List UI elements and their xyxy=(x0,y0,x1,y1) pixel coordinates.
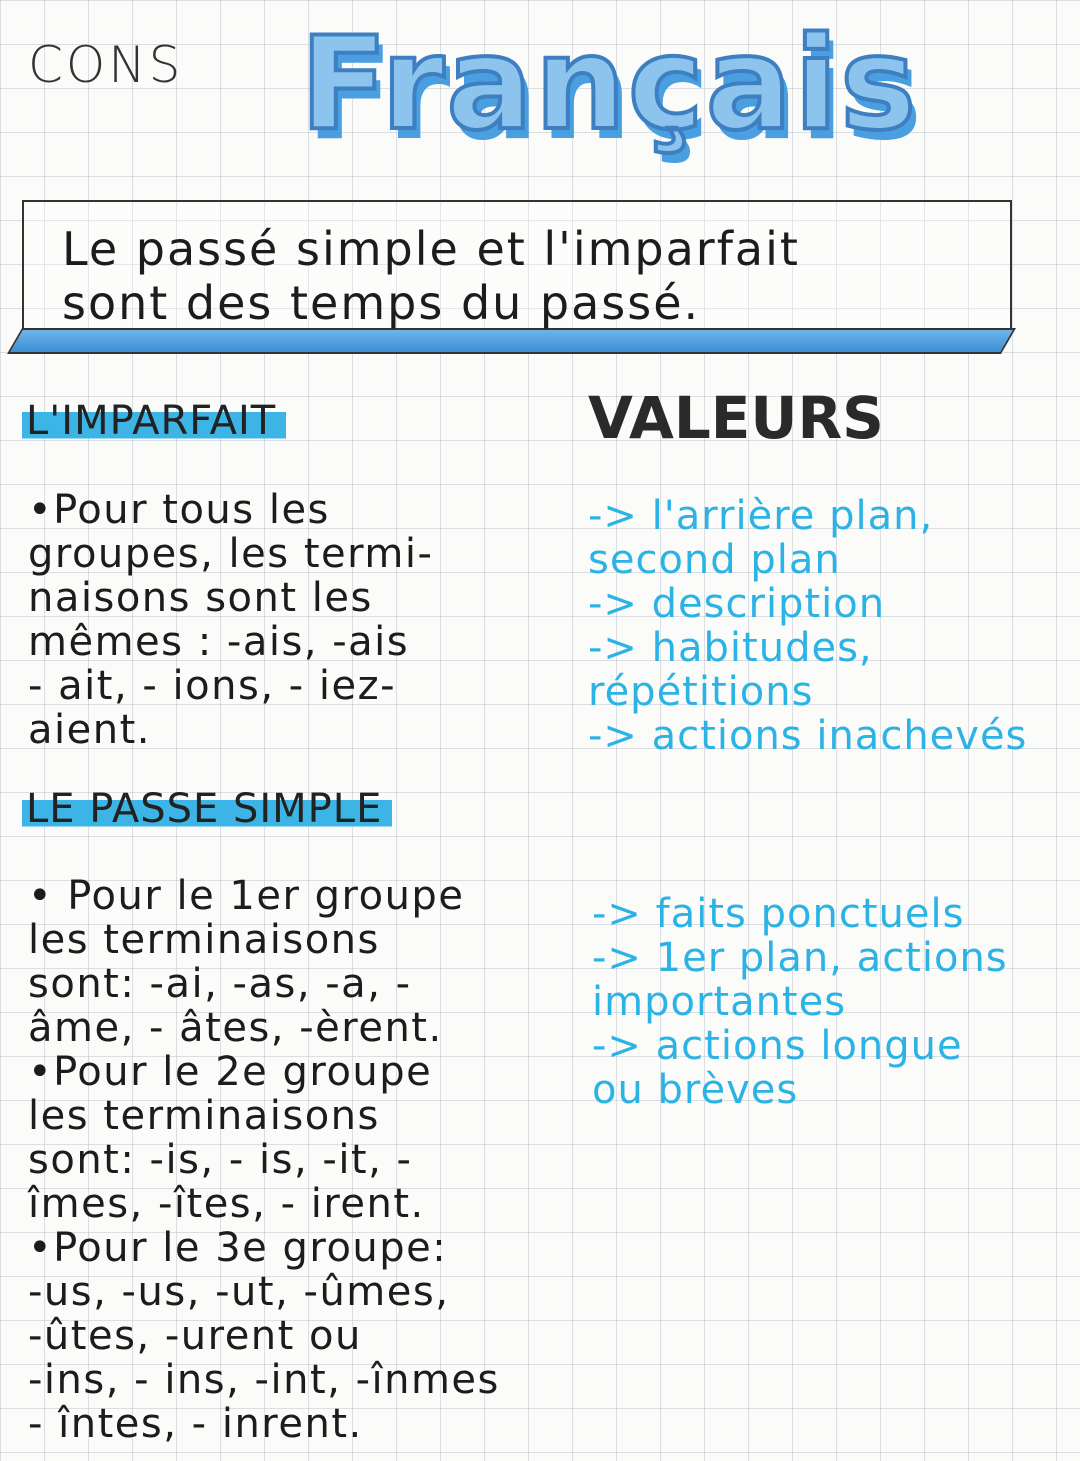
imparfait-line: - ait, - ions, - iez- xyxy=(28,663,397,709)
intro-text xyxy=(62,222,992,330)
imparfait-rules xyxy=(28,488,433,752)
imparfait-heading: L'IMPARFAIT xyxy=(22,398,286,444)
cons-label: CONS xyxy=(28,36,184,94)
valeur-line: ou brèves xyxy=(592,1067,799,1113)
passe-line: âme, - âtes, -èrent. xyxy=(28,1005,443,1051)
passe-line: îmes, -îtes, - irent. xyxy=(28,1181,425,1227)
passe-line: - întes, - inrent. xyxy=(28,1401,363,1447)
passe-line: •Pour le 3e groupe: xyxy=(28,1225,448,1271)
valeur-line: répétitions xyxy=(588,669,814,715)
valeurs-heading: VALEURS xyxy=(588,384,884,452)
intro-line: Le passé simple et l'imparfait xyxy=(62,222,800,276)
imparfait-line: groupes, les termi- xyxy=(28,531,434,577)
passe-line: les terminaisons xyxy=(28,917,380,963)
passe-line: -us, -us, -ut, -ûmes, xyxy=(28,1269,450,1315)
valeur-line: -> 1er plan, actions xyxy=(592,935,1008,981)
intro-box-shadow xyxy=(7,328,1016,354)
imparfait-line: mêmes : -ais, -ais xyxy=(28,619,410,665)
valeur-line: -> habitudes, xyxy=(588,625,873,671)
passe-line: -ins, - ins, -int, -înmes xyxy=(28,1357,500,1403)
imparfait-valeurs xyxy=(588,494,1027,758)
valeur-line: -> faits ponctuels xyxy=(592,891,965,937)
passe-line: -ûtes, -urent ou xyxy=(28,1313,362,1359)
valeur-line: -> l'arrière plan, xyxy=(588,493,934,539)
intro-line: sont des temps du passé. xyxy=(62,276,701,330)
passe-line: •Pour le 2e groupe xyxy=(28,1049,433,1095)
valeur-line: second plan xyxy=(588,537,841,583)
valeur-line: importantes xyxy=(592,979,847,1025)
valeur-line: -> actions longue xyxy=(592,1023,963,1069)
valeur-line: -> description xyxy=(588,581,886,627)
imparfait-line: •Pour tous les xyxy=(28,487,330,533)
passe-line: • Pour le 1er groupe xyxy=(28,873,465,919)
imparfait-line: naisons sont les xyxy=(28,575,373,621)
passe-line: sont: -ai, -as, -a, - xyxy=(28,961,412,1007)
passe-simple-valeurs xyxy=(592,892,1008,1112)
passe-line: les terminaisons xyxy=(28,1093,380,1139)
passe-line: sont: -is, - is, -it, - xyxy=(28,1137,413,1183)
passe-simple-heading: LE PASSE SIMPLE xyxy=(22,786,392,832)
passe-simple-rules xyxy=(28,874,500,1446)
imparfait-line: aient. xyxy=(28,707,151,753)
valeur-line: -> actions inachevés xyxy=(588,713,1028,759)
page-title: Français xyxy=(300,10,919,159)
